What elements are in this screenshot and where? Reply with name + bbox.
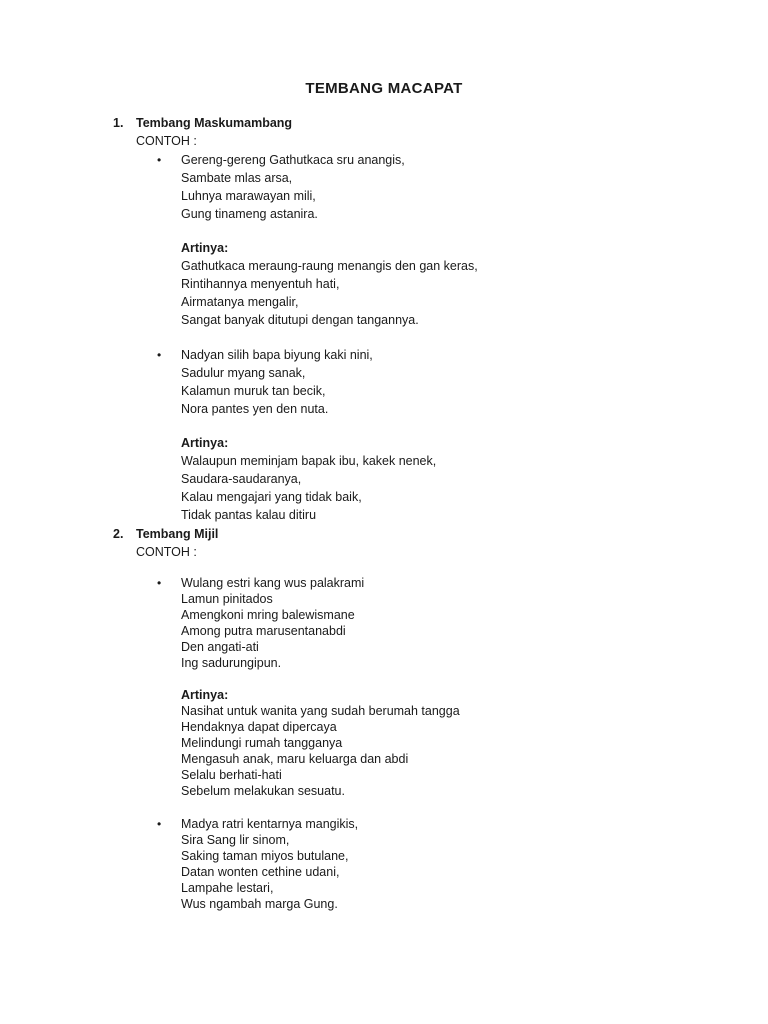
translation-line: Kalau mengajari yang tidak baik, [181, 490, 362, 504]
translation-line: Gathutkaca meraung-raung menangis den gan keras, [181, 259, 478, 273]
section-heading [113, 116, 292, 130]
verse-block [157, 575, 460, 799]
verse-line: Ing sadurungipun. [181, 656, 282, 670]
verse-line: Wulang estri kang wus palakrami [181, 576, 365, 590]
verse-line: Lamun pinitados [181, 592, 273, 606]
translation-line: Sebelum melakukan sesuatu. [181, 784, 345, 798]
translation-line: Hendaknya dapat dipercaya [181, 720, 337, 734]
section-title: Tembang Mijil [136, 527, 219, 541]
translation-line: Selalu berhati-hati [181, 768, 282, 782]
contoh-label: CONTOH : [136, 545, 197, 559]
verse-line: Among putra marusentanabdi [181, 624, 346, 638]
artinya-label: Artinya: [181, 436, 229, 450]
translation-line: Sangat banyak ditutupi dengan tangannya. [181, 313, 419, 327]
translation-line: Tidak pantas kalau ditiru [181, 508, 317, 522]
verse-line: Gereng-gereng Gathutkaca sru anangis, [181, 153, 405, 167]
translation-line: Nasihat untuk wanita yang sudah berumah tangga [181, 704, 460, 718]
verse-line: Kalamun muruk tan becik, [181, 384, 326, 398]
section-number: 1. [113, 116, 124, 130]
bullet-icon: • [157, 576, 162, 590]
translation-line: Mengasuh anak, maru keluarga dan abdi [181, 752, 409, 766]
translation-line: Airmatanya mengalir, [181, 295, 299, 309]
verse-line: Gung tinameng astanira. [181, 207, 318, 221]
verse-block [157, 346, 436, 524]
verse-line: Saking taman miyos butulane, [181, 849, 349, 863]
verse-line: Den angati-ati [181, 640, 259, 654]
translation-line: Rintihannya menyentuh hati, [181, 277, 340, 291]
translation-line: Walaupun meminjam bapak ibu, kakek nenek, [181, 454, 437, 468]
verse-line: Wus ngambah marga Gung. [181, 897, 338, 911]
translation-line: Saudara-saudaranya, [181, 472, 302, 486]
verse-line: Sira Sang lir sinom, [181, 833, 290, 847]
verse-line: Datan wonten cethine udani, [181, 865, 340, 879]
contoh-label: CONTOH : [136, 134, 197, 148]
verse-line: Luhnya marawayan mili, [181, 189, 316, 203]
section-heading [113, 527, 218, 541]
artinya-label: Artinya: [181, 241, 229, 255]
verse-line: Lampahe lestari, [181, 881, 274, 895]
bullet-icon: • [157, 817, 162, 831]
verse-block [157, 151, 478, 329]
verse-line: Sambate mlas arsa, [181, 171, 293, 185]
verse-line: Amengkoni mring balewismane [181, 608, 355, 622]
verse-line: Nadyan silih bapa biyung kaki nini, [181, 348, 373, 362]
verse-line: Madya ratri kentarnya mangikis, [181, 817, 359, 831]
bullet-icon: • [157, 153, 162, 167]
verse-line: Nora pantes yen den nuta. [181, 402, 329, 416]
verse-block [157, 816, 358, 912]
artinya-label: Artinya: [181, 688, 229, 702]
translation-line: Melindungi rumah tangganya [181, 736, 343, 750]
bullet-icon: • [157, 348, 162, 362]
section-title: Tembang Maskumambang [136, 116, 293, 130]
verse-line: Sadulur myang sanak, [181, 366, 306, 380]
section-number: 2. [113, 527, 124, 541]
page-title: TEMBANG MACAPAT [305, 80, 463, 97]
